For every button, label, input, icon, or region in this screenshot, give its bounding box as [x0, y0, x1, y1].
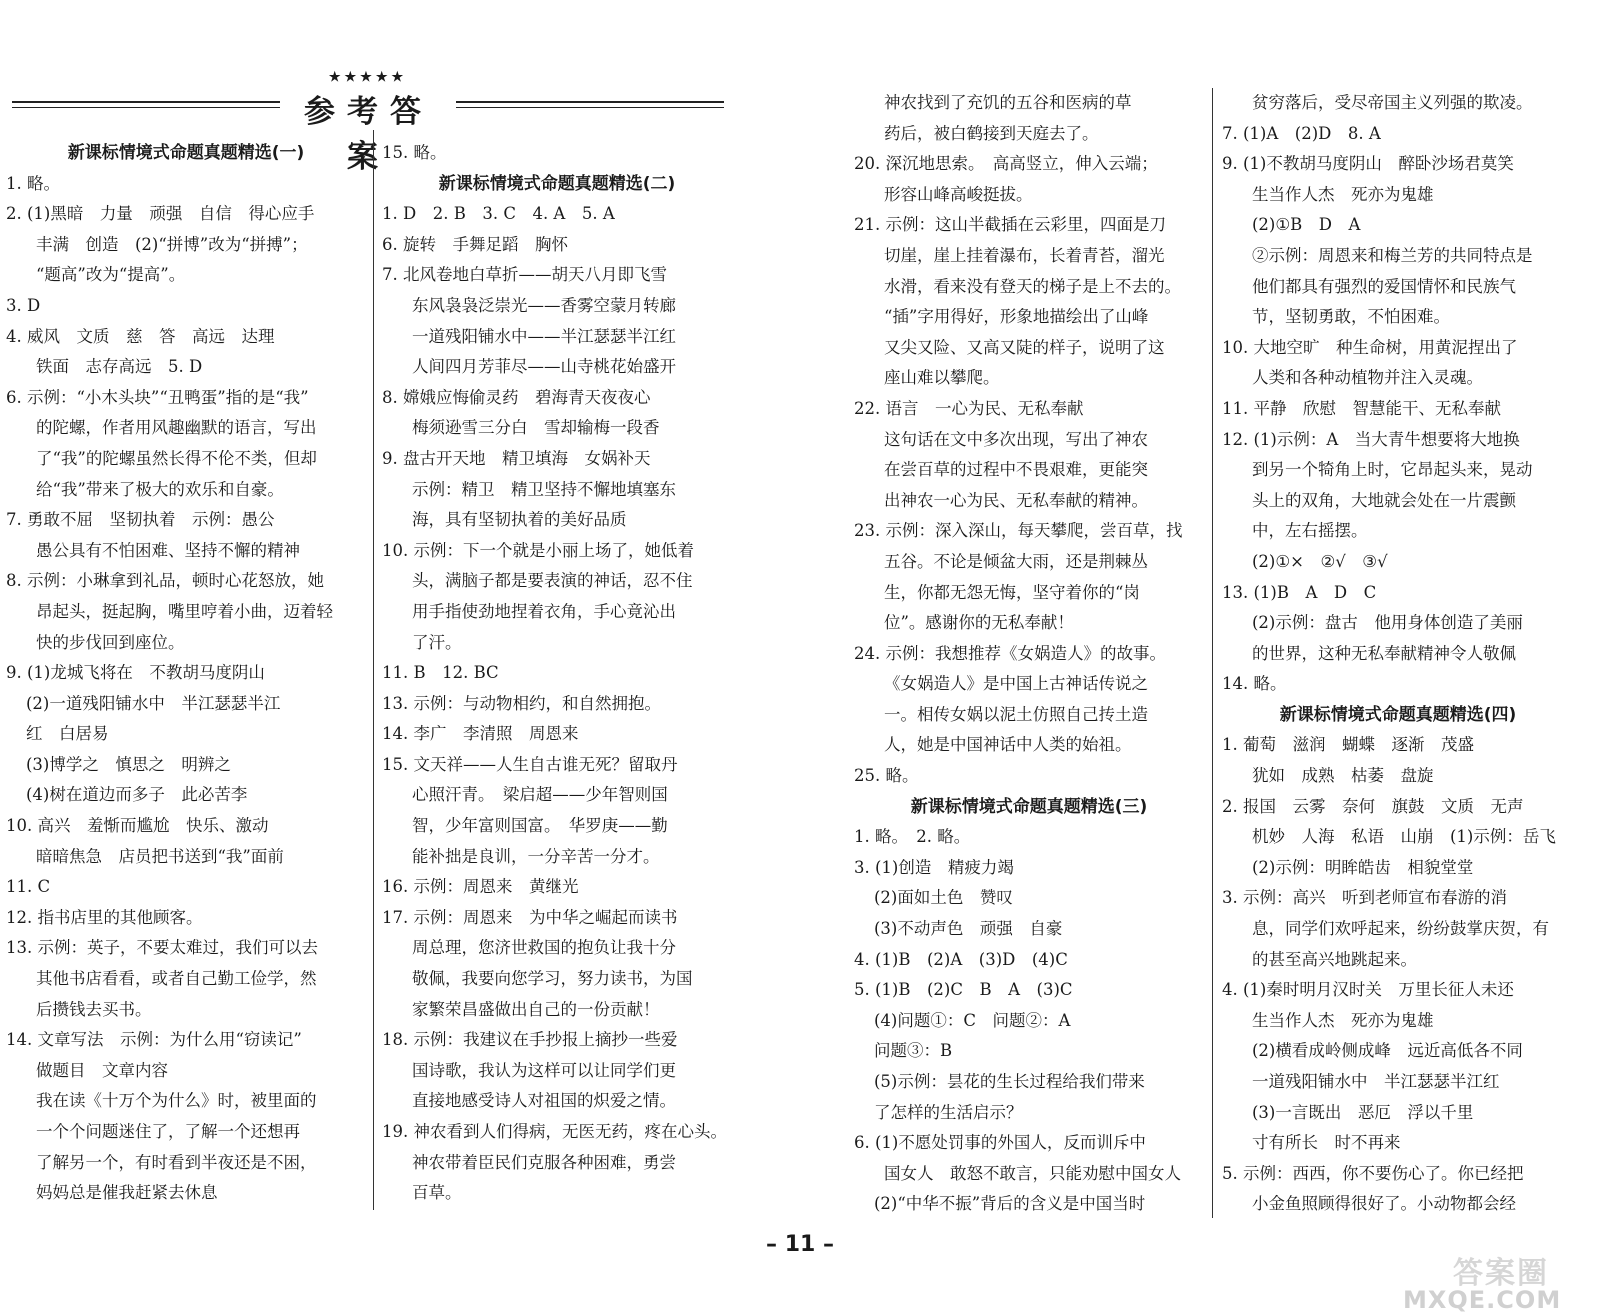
- header-rule-right-thin: [456, 107, 724, 108]
- answer-line: 1. 略。 2. 略。: [854, 827, 971, 847]
- answer-line: 他们都具有强烈的爱国情怀和民族气: [1252, 276, 1516, 296]
- answer-line: 11. B 12. BC: [382, 663, 499, 683]
- answer-line: 铁面 志存高远 5. D: [36, 357, 203, 377]
- answer-line: 的陀螺，作者用风趣幽默的语言，写出: [36, 418, 317, 438]
- answer-line: 19. 神农看到人们得病，无医无药，疼在心头。: [382, 1122, 727, 1141]
- answer-line: 1. D 2. B 3. C 4. A 5. A: [382, 204, 615, 224]
- answer-line: 用手指使劲地捏着衣角，手心竟沁出: [412, 601, 676, 621]
- answer-line: (2)面如土色 赞叹: [874, 888, 1013, 908]
- answer-line: (3)一言既出 恶厄 浮以千里: [1252, 1102, 1474, 1122]
- answer-line: 1. 葡萄 滋润 蝴蝶 逐渐 茂盛: [1222, 735, 1474, 755]
- answer-line: (5)示例：昙花的生长过程给我们带来: [874, 1072, 1145, 1091]
- answer-line: 我在读《十万个为什么》时，被里面的: [36, 1091, 317, 1111]
- answer-line: 了解另一个，有时看到半夜还是不困，: [36, 1152, 317, 1172]
- answer-line: 出神农一心为民、无私奉献的精神。: [884, 490, 1148, 510]
- answer-line: (2)示例：盘古 他用身体创造了美丽: [1252, 613, 1523, 633]
- answer-line: 敬佩，我要向您学习，努力读书，为国: [412, 969, 693, 989]
- answer-line: 国女人 敢怒不敢言，只能劝慰中国女人: [884, 1163, 1181, 1183]
- answer-line: 切崖，崖上挂着瀑布，长着青苔，溜光: [884, 245, 1165, 265]
- answer-line: 东风袅袅泛崇光——香雾空蒙月转廊: [412, 295, 676, 315]
- section-heading: 新课标情境式命题真题精选(三): [910, 796, 1148, 817]
- answer-line: 头上的双角，大地就会处在一片震颤: [1252, 490, 1516, 510]
- answer-line: 10. 高兴 羞惭而尴尬 快乐、激动: [6, 816, 269, 836]
- section-heading: 新课标情境式命题真题精选(四): [1279, 704, 1517, 725]
- answer-line: 12. 指书店里的其他顾客。: [6, 907, 203, 927]
- answer-line: 给“我”带来了极大的欢乐和自豪。: [36, 479, 284, 499]
- answer-line: 的世界，这种无私奉献精神令人敬佩: [1252, 643, 1516, 663]
- answer-line: 3. 示例：高兴 听到老师宣布春游的消: [1222, 888, 1507, 908]
- answer-line: 11. 平静 欣慰 智慧能干、无私奉献: [1222, 398, 1501, 418]
- answer-line: (4)树在道边而多子 此必苦李: [26, 785, 248, 805]
- answer-line: 贫穷落后，受尽帝国主义列强的欺凌。: [1252, 93, 1533, 112]
- section-heading: 新课标情境式命题真题精选(二): [438, 173, 676, 194]
- answer-line: 9. 盘古开天地 精卫填海 女娲补天: [382, 448, 651, 468]
- answer-line: (3)博学之 慎思之 明辨之: [26, 754, 231, 774]
- answer-line: 又尖又险、又高又陡的样子，说明了这: [884, 337, 1165, 357]
- answer-line: 14. 李广 李清照 周恩来: [382, 724, 579, 744]
- answer-line: 25. 略。: [854, 766, 919, 786]
- answer-line: 其他书店看看，或者自己勤工俭学，然: [36, 969, 317, 989]
- answer-line: 这句话在文中多次出现，写出了神农: [884, 429, 1148, 449]
- answer-line: 在尝百草的过程中不畏艰难，更能突: [884, 460, 1148, 480]
- answer-line: 一个个问题迷住了，了解一个还想再: [36, 1122, 300, 1141]
- header-rule-left-thin: [12, 107, 280, 108]
- answer-line: 能补拙是良训，一分辛苦一分才。: [412, 846, 660, 866]
- answer-line: 机妙 人海 私语 山崩 (1)示例：岳飞: [1252, 827, 1556, 847]
- answer-line: 后攒钱去买书。: [36, 999, 152, 1019]
- answer-line: 5. (1)B (2)C B A (3)C: [854, 980, 1073, 1000]
- answer-line: 形容山峰高峻挺拔。: [884, 184, 1033, 204]
- answer-line: ②示例：周恩来和梅兰芳的共同特点是: [1252, 245, 1533, 265]
- answer-line: 9. (1)不教胡马度阴山 醉卧沙场君莫笑: [1222, 154, 1514, 174]
- answer-line: 20. 深沉地思索。 高高竖立，伸入云端；: [854, 154, 1158, 174]
- answer-line: 24. 示例：我想推荐《女娲造人》的故事。: [854, 643, 1166, 663]
- answer-line: 问题③：B: [874, 1041, 953, 1061]
- answer-line: 神农找到了充饥的五谷和医病的草: [884, 93, 1132, 112]
- answer-line: 一道残阳铺水中——半江瑟瑟半江红: [412, 326, 676, 346]
- answer-line: 周总理，您济世救国的抱负让我十分: [412, 938, 676, 958]
- answer-line: 13. 示例：与动物相约，和自然拥抱。: [382, 693, 661, 713]
- header-rule-left: [12, 101, 280, 103]
- answer-line: 7. (1)A (2)D 8. A: [1222, 123, 1381, 143]
- answer-line: 21. 示例：这山半截插在云彩里，四面是刀: [854, 215, 1166, 235]
- answer-line: 神农带着臣民们克服各种困难，勇尝: [412, 1152, 676, 1172]
- answer-line: 8. 嫦娥应悔偷灵药 碧海青天夜夜心: [382, 387, 651, 407]
- answer-line: 15. 略。: [382, 143, 447, 162]
- answer-line: 22. 语言 一心为民、无私奉献: [854, 398, 1084, 418]
- page-number: – 11 –: [766, 1232, 834, 1257]
- answer-line: (2)示例：明眸皓齿 相貌堂堂: [1252, 857, 1474, 877]
- column-divider: [1212, 88, 1213, 1218]
- answer-line: 示例：精卫 精卫坚持不懈地填塞东: [412, 479, 676, 499]
- answer-line: 人，她是中国神话中人类的始祖。: [884, 735, 1132, 755]
- answer-line: 人间四月芳菲尽——山寺桃花始盛开: [412, 357, 676, 377]
- answer-line: 节，坚韧勇敢，不怕困难。: [1252, 307, 1450, 327]
- answer-line: 到另一个犄角上时，它昂起头来，晃动: [1252, 460, 1533, 480]
- answer-line: 家繁荣昌盛做出自己的一份贡献！: [412, 999, 660, 1019]
- answer-line: 14. 文章写法 示例：为什么用“窃读记”: [6, 1030, 302, 1050]
- answer-line: 红 白居易: [26, 724, 109, 744]
- answer-line: 妈妈总是催我赶紧去休息: [36, 1183, 218, 1203]
- answer-line: 2. 报国 云雾 奈何 旗鼓 文质 无声: [1222, 796, 1524, 816]
- answer-line: (2)“中华不振”背后的含义是中国当时: [874, 1194, 1146, 1214]
- section-heading: 新课标情境式命题真题精选(一): [67, 143, 305, 163]
- answer-line: (2)①× ②√ ③√: [1252, 551, 1388, 571]
- answer-line: 了怎样的生活启示？: [874, 1102, 1023, 1122]
- answer-line: (3)不动声色 顽强 自豪: [874, 919, 1063, 939]
- answer-line: 9. (1)龙城飞将在 不教胡马度阴山: [6, 663, 265, 683]
- answer-line: 4. 威风 文质 慈 答 高远 达理: [6, 326, 275, 346]
- watermark-logo: 答案圈: [1453, 1256, 1549, 1291]
- answer-line: 中，左右摇摆。: [1252, 521, 1368, 541]
- answer-column-3: [854, 88, 1204, 1220]
- answer-line: 直接地感受诗人对祖国的炽爱之情。: [412, 1091, 676, 1111]
- answer-line: 了汗。: [412, 632, 462, 652]
- watermark-url: MXQE.COM: [1403, 1286, 1562, 1314]
- answer-line: 11. C: [6, 877, 51, 897]
- answer-line: 犹如 成熟 枯萎 盘旋: [1252, 766, 1434, 786]
- answer-line: 10. 大地空旷 种生命树，用黄泥捏出了: [1222, 337, 1518, 357]
- answer-line: 水滑，看来没有登天的梯子是上不去的。: [884, 276, 1181, 296]
- answer-line: 百草。: [412, 1183, 462, 1203]
- answer-line: 2. (1)黑暗 力量 顽强 自信 得心应手: [6, 204, 315, 224]
- answer-line: 10. 示例：下一个就是小丽上场了，她低着: [382, 540, 694, 560]
- header-rule-right: [456, 101, 724, 103]
- answer-line: 1. 略。: [6, 173, 60, 193]
- answer-line: 4. (1)B (2)A (3)D (4)C: [854, 949, 1068, 969]
- answer-line: 了“我”的陀螺虽然长得不伦不类，但却: [36, 448, 317, 468]
- answer-line: 座山难以攀爬。: [884, 368, 1000, 388]
- answer-line: 14. 略。: [1222, 674, 1287, 694]
- answer-line: 7. 勇敢不屈 坚韧执着 示例：愚公: [6, 510, 275, 530]
- answer-line: 丰满 创造 (2)“拼博”改为“拼搏”；: [36, 234, 308, 254]
- answer-line: 3. (1)创造 精疲力竭: [854, 857, 1014, 877]
- answer-line: 16. 示例：周恩来 黄继光: [382, 877, 579, 897]
- answer-line: 做题目 文章内容: [36, 1060, 168, 1080]
- answer-line: 寸有所长 时不再来: [1252, 1133, 1401, 1153]
- answer-line: 6. 旋转 手舞足蹈 胸怀: [382, 234, 568, 254]
- answer-line: 《女娲造人》是中国上古神话传说之: [884, 674, 1148, 694]
- answer-column-1: [6, 138, 366, 1209]
- answer-line: (2)一道残阳铺水中 半江瑟瑟半江: [26, 693, 281, 713]
- answer-line: 生，你都无怨无悔，坚守着你的“岗: [884, 582, 1140, 602]
- answer-line: 5. 示例：西西，你不要伤心了。你已经把: [1222, 1163, 1524, 1183]
- answer-line: 智，少年富则国富。 华罗庚——勤: [412, 816, 668, 836]
- answer-line: 13. (1)B A D C: [1222, 582, 1377, 602]
- answer-line: 18. 示例：我建议在手抄报上摘抄一些爱: [382, 1030, 678, 1050]
- answer-line: 4. (1)秦时明月汉时关 万里长征人未还: [1222, 980, 1514, 1000]
- answer-line: 的甚至高兴地跳起来。: [1252, 949, 1417, 969]
- answer-line: 国诗歌，我认为这样可以让同学们更: [412, 1060, 676, 1080]
- answer-line: 暗暗焦急 店员把书送到“我”面前: [36, 846, 284, 866]
- answer-line: 17. 示例：周恩来 为中华之崛起而读书: [382, 907, 678, 927]
- answer-line: 人类和各种动植物并注入灵魂。: [1252, 368, 1483, 388]
- answer-line: 6. (1)不愿处罚事的外国人，反而训斥中: [854, 1133, 1146, 1153]
- answer-line: 7. 北风卷地白草折——胡天八月即飞雪: [382, 265, 667, 285]
- answer-line: 12. (1)示例：A 当大青牛想要将大地换: [1222, 429, 1520, 449]
- answer-line: “题高”改为“提高”。: [36, 265, 186, 285]
- answer-line: 生当作人杰 死亦为鬼雄: [1252, 1010, 1434, 1030]
- answer-line: 愚公具有不怕困难、坚持不懈的精神: [36, 540, 300, 560]
- answer-line: 6. 示例：“小木头块”“丑鸭蛋”指的是“我”: [6, 387, 309, 407]
- answer-line: 五谷。不论是倾盆大雨，还是荆棘丛: [884, 551, 1148, 571]
- column-divider: [373, 130, 374, 1210]
- watermark: [1395, 1248, 1595, 1312]
- answer-line: “插”字用得好，形象地描绘出了山峰: [884, 307, 1149, 327]
- answer-line: 13. 示例：英子，不要太难过，我们可以去: [6, 938, 318, 958]
- header-stars: ★★★★★: [328, 70, 408, 85]
- answer-line: 一。相传女娲以泥土仿照自己抟土造: [884, 704, 1148, 724]
- answer-line: 昂起头，挺起胸，嘴里哼着小曲，迈着轻: [36, 601, 333, 621]
- answer-line: (4)问题①：C 问题②：A: [874, 1010, 1071, 1030]
- answer-line: 快的步伐回到座位。: [36, 632, 185, 652]
- answer-line: 海，具有坚韧执着的美好品质: [412, 510, 627, 530]
- answer-column-2: [382, 138, 732, 1209]
- answer-column-4: [1222, 88, 1574, 1220]
- page-title: 参考答案: [304, 94, 433, 175]
- answer-line: (2)①B D A: [1252, 215, 1361, 235]
- answer-line: 一道残阳铺水中 半江瑟瑟半江红: [1252, 1072, 1500, 1091]
- answer-line: 3. D: [6, 295, 41, 315]
- answer-line: 15. 文天祥——人生自古谁无死？留取丹: [382, 754, 678, 774]
- answer-line: 小金鱼照顾得很好了。小动物都会经: [1252, 1194, 1516, 1214]
- answer-line: 生当作人杰 死亦为鬼雄: [1252, 184, 1434, 204]
- answer-line: 头，满脑子都是要表演的神话，忍不住: [412, 571, 693, 591]
- answer-line: 梅须逊雪三分白 雪却输梅一段香: [412, 418, 660, 438]
- answer-line: (2)横看成岭侧成峰 远近高低各不同: [1252, 1041, 1523, 1061]
- answer-line: 23. 示例：深入深山，每天攀爬，尝百草，找: [854, 521, 1183, 541]
- answer-line: 8. 示例：小琳拿到礼品，顿时心花怒放，她: [6, 571, 324, 591]
- answer-line: 息，同学们欢呼起来，纷纷鼓掌庆贺，有: [1252, 919, 1549, 939]
- answer-line: 位”。感谢你的无私奉献！: [884, 613, 1074, 633]
- answer-line: 心照汗青。 梁启超——少年智则国: [412, 785, 668, 805]
- answer-line: 药后，被白鹤接到天庭去了。: [884, 123, 1099, 143]
